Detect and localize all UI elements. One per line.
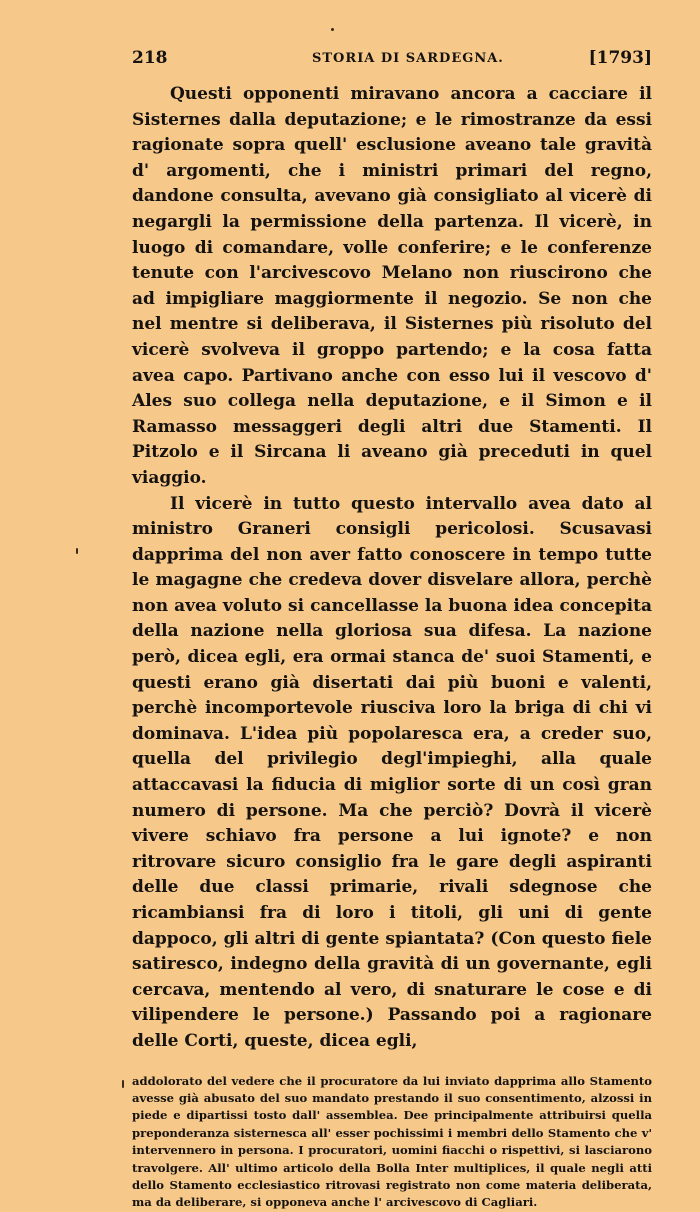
- paragraph: Il vicerè in tutto questo intervallo avea dato al ministro Graneri consigli pericolosi. Scusavasi dapprima del non aver fatto conoscere in tempo tutte le magagne che credeva dover disvelare allora, perchè non avea voluto si cancellasse la buona idea concepita della nazione nella gloriosa sua difesa. La nazione però, dicea egli, era ormai stanca de' suoi Stamenti, e questi erano già disertati dai più buoni e valenti, perchè incomportevole riusciva loro la briga di chi vi dominava. L'idea più popolaresca era, a creder suo, quella del privilegio degl'impieghi, alla quale attaccavasi la fiducia di miglior sorte di un così gran numero di persone. Ma che perciò? Dovrà il vicerè vivere schiavo fra persone a lui ignote? e non ritrovare sicuro consiglio fra le gare degli aspiranti delle due classi primarie, rivali sdegnose che ricambiansi fra di loro i titoli, gli uni di gente dappoco, gli altri di gente spiantata? (Con questo fiele satiresco, indegno della gravità di un governante, egli cercava, mentendo al vero, di snaturare le cose e di vilipendere le persone.) Passando poi a ragionare delle Corti, queste, dicea egli,: [132, 493, 652, 1051]
- year-marker: [1793]: [588, 48, 652, 68]
- page-number: 218: [132, 48, 168, 68]
- main-text: [132, 82, 652, 1055]
- page-speck: [331, 28, 334, 31]
- paragraph: Questi opponenti miravano ancora a cacciare il Sisternes dalla deputazione; e le rimostranze da essi ragionate sopra quell' esclusione aveano tale gravità d' argomenti, che i ministri primari del regno, dandone consulta, avevano già consigliato al vicerè di negargli la permissione della partenza. Il vicerè, in luogo di comandare, volle conferire; e le conferenze tenute con l'arcivescovo Melano non riuscirono che ad impigliare maggiormente il negozio. Se non che nel mentre si deliberava, il Sisternes più risoluto del vicerè svolveva il groppo partendo; e la cosa fatta avea capo. Partivano anche con esso lui il vescovo d' Ales suo collega nella deputazione, e il Simon e il Ramasso messaggeri degli altri due Stamenti. Il Pitzolo e il Sircana li aveano già preceduti in quel viaggio.: [132, 84, 652, 488]
- running-header: [132, 48, 652, 74]
- book-page: [132, 48, 652, 1212]
- page-speck: [76, 548, 78, 554]
- footnote-text: addolorato del vedere che il procuratore da lui inviato dapprima allo Stamento avesse già abusato del suo mandato prestando il suo consentimento, alzossi in piede e dipartissi tosto dall' assemblea. Dee principalmente attribuirsi quella preponderanza sisternesca all' esser pochissimi i membri dello Stamento che v' intervennero in persona. I procuratori, uomini fiacchi o rispettivi, si lasciarono travolgere. All' ultimo articolo della Bolla Inter multiplices, il quale negli atti dello Stamento ecclesiastico ritrovasi registrato non come materia deliberata, ma da deliberare, si opponeva anche l' arcivescovo di Cagliari.: [132, 1073, 652, 1210]
- running-title: STORIA DI SARDEGNA.: [312, 51, 504, 66]
- page-speck: [122, 1080, 124, 1088]
- footnote: [132, 1073, 652, 1212]
